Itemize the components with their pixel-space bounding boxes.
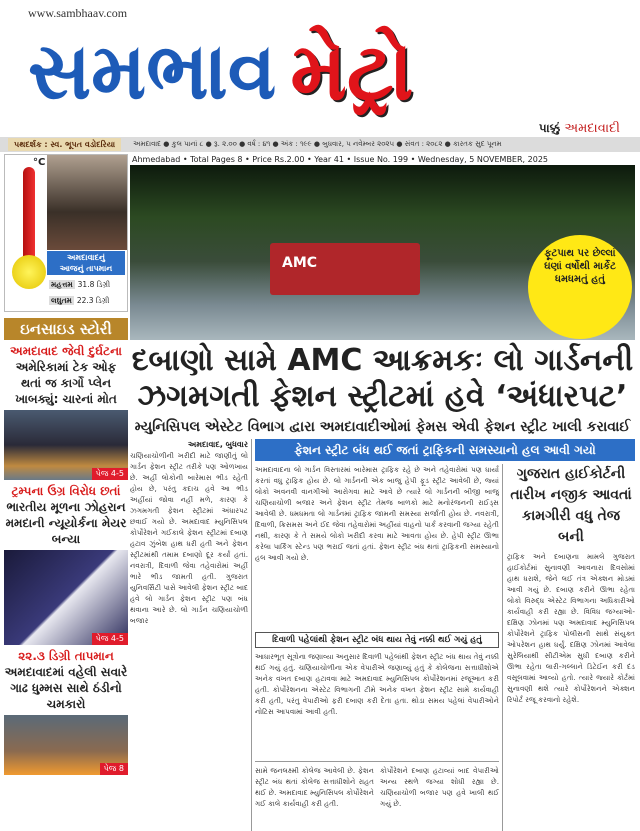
weather-label-1: અમદાવાદનું: [67, 253, 105, 262]
article-body: [130, 439, 635, 831]
article-inner: [255, 464, 635, 831]
max-value: 31.8 ડિગ્રી: [77, 280, 111, 289]
founder-label: પથદર્શક : સ્વ. ભૂપત વડોદરિયા: [8, 138, 121, 151]
story-title: અમદાવાદમાં વહેલી સવારે ગાઢ ધુમ્મસ સાથે ઠંડીનો ચમકારો: [4, 665, 128, 711]
article-rest: [255, 439, 635, 831]
page-ref: પેજ 4-5: [92, 468, 128, 480]
website-url: www.sambhaav.com: [28, 6, 128, 20]
thermometer-bulb: [12, 255, 46, 289]
info-bar: [0, 137, 640, 152]
story-1[interactable]: [4, 343, 128, 480]
section-subheading: દિવાળી પહેલાંથી ફેશન સ્ટ્રીટ બંધ થાય તેવું નક્કી થઈ ગયું હતું: [255, 632, 499, 648]
story-2[interactable]: [4, 483, 128, 645]
left-column: [4, 154, 128, 831]
story-kicker: ટ્રમ્પના ઉગ્ર વિરોધ છતાં: [11, 484, 121, 498]
article-text: સામે જનલક્ષ્મી કોલેજ આવેલી છે. ફેશન સ્ટ્રીટ બંધ થતાં કોલેજ સત્તાધીશોને રાહત થઈ છે. અમદાવાદ મ્યુનિસિપલ કોર્પોરેશને ગઈ કાલે કાર્યવાહી કરી હતી.: [255, 766, 374, 808]
speech-bubble: ફૂટપાથ પર છેલ્લાં ઘણાં વર્ષોથી માર્કેટ ધમધમતું હતું: [528, 235, 632, 339]
min-temp: [49, 295, 127, 307]
article-text: અમદાવાદના લો ગાર્ડન વિસ્તારમાં બારેમાસ ટ્રાફિક રહે છે અને તહેવારોમાં પણ ધાર્યા કરતાં વધુ ટ્રાફિક હોય છે. લો ગાર્ડનની એક બાજુ હેપી ફૂડ સ્ટ્રીટ આવેલી છે, જ્યાં લોકો અવનવી વાનગીઓ આરોગવા માટે આવે છે ત્યારે લો ગાર્ડનની બીજી બાજુ ચણિયાચોળી બજાર અને ફેશન સ્ટ્રીટ તેમજ બાળકો માટે મનોરંજનની રાઈડ્સ આવેલી છે. ધમધમતા લો ગાર્ડનમાં ટ્રાફિક જામની સમસ્યા સર્જાતી હોય છે. નવરાત્રી, દિવાળી, ક્રિસમસ અને ઈદ જેવા તહેવારોમાં અહીંયાં વાહનો પાર્ક કરવાની જગ્યા રહેતી નથી, કારણ કે તે સમયે લોકો ખરીદી કરવા માટે આવતા હોય છે. હેપી સ્ટ્રીટ ઊભા કરેલા પાર્કિંગ સ્ટેન્ડ પણ ભરાઈ જતાં હતાં. ફેશન સ્ટ્રીટ બંધ થતાં ટ્રાફિકની સમસ્યાનો હલ આવી ગયો છે.: [255, 465, 499, 562]
article-bottom-row: [255, 761, 499, 831]
content: [0, 152, 640, 831]
main-headline: દબાણો સામે AMC આક્રમકઃ લો ગાર્ડનની ઝગમગતી ફેશન સ્ટ્રીટમાં હવે ‘અંધારપટ’: [131, 343, 634, 414]
weather-photo: [47, 155, 127, 250]
section-banner: ફેશન સ્ટ્રીટ બંધ થઈ જતાં ટ્રાફિકની સમસ્યાનો હલ આવી ગયો: [255, 439, 635, 461]
story-3[interactable]: [4, 648, 128, 775]
min-value: 22.3 ડિગ્રી: [76, 296, 110, 305]
article-text: કોર્પોરેશને દબાણ હટાવ્યાં બાદ વેપારીઓ અન્ય સ્થળે જગ્યા શોધી રહ્યા છે. ચણિયાચોળી બજાર પણ હવે ખાલી થઈ ગયું છે.: [380, 766, 499, 808]
weather-label: [47, 251, 125, 275]
min-label: લઘુતમ: [51, 296, 72, 305]
main-subhead: મ્યુનિસિપલ એસ્ટેટ વિભાગ દ્વારા અમદાવાદીઓમાં ફેમસ એવી ફેશન સ્ટ્રીટ ખાલી કરાવાઈ: [134, 419, 631, 435]
article-center: [255, 464, 503, 831]
page-body: [0, 137, 640, 831]
tagline-a: પાક્કું: [538, 121, 561, 135]
story-title: ભારતીય મૂળના ઝોહરાન મમદાની ન્યૂયોર્કના મેયર બન્યા: [5, 500, 127, 546]
english-dateline: Ahmedabad • Total Pages 8 • Price Rs.2.00 • Year 41 • Issue No. 199 • Wednesday, 5 NOVEMBER, 2025: [132, 155, 548, 164]
article-text: ચણિયાચોળીની ખરીદી માટે જાણીતું લો ગાર્ડન ફેશન સ્ટ્રીટ તરીકે પણ ઓળખાય છે. અહીં લોકોની બારેમાસ ભીડ રહેતી હોય છે, પરંતુ કદાચ હવે આ ભીડ અહીંયાં જોવા નહીં મળે, કારણ કે ઝગમગતી ફેશન સ્ટ્રીટમાં અંધારપટ છવાઈ ગયો છે. અમદાવાદ મ્યુનિસિપલ કોર્પોરેશને ગઈકાલે ફેશન સ્ટ્રીટમાં દબાણ હટાવ ઝુંબેશ હાથ ધરી હતી અને ફેશન સ્ટ્રીટમાંથી તમામ દબાણો દૂર કર્યાં હતાં. નવરાત્રી, દિવાળી જેવા તહેવારોમાં અહીં ભારે ભીડ જામતી હતી. ગુજરાત યુનિવર્સિટી પાસે આવેલી ફેશન સ્ટ્રીટ બાદ હવે લો ગાર્ડન ફેશન સ્ટ્રીટ પણ બંધ થવાના આરે છે. લો ગાર્ડન ચણિયાચોળી બજાર: [130, 451, 248, 625]
max-temp: [49, 279, 127, 291]
fog-cold-photo: [4, 715, 128, 775]
main-story: [130, 154, 635, 831]
article-right: [507, 464, 635, 831]
amc-truck: [270, 243, 420, 295]
page-ref: પેજ 8: [100, 763, 128, 775]
main-photo: [130, 165, 635, 340]
masthead-tagline: [539, 120, 620, 137]
article-text: ટ્રાફિક અને દબાણના મામલે ગુજરાત હાઈકોર્ટમાં સુનાવણી આવનારા દિવસોમાં હાથ ધરાશે, જેને લઈ તંત્ર એક્શન મોડમાં આવી ગયું છે. દબાણ કરીને ઊભા રહેતા લોકો વિરુદ્ધ એસ્ટેટ વિભાગના અધિકારીઓ કાર્યવાહી કરી રહ્યા છે. વિવિધ જગ્યાઓ-દક્ષિણ ઝોનમાં પણ અમદાવાદ મ્યુનિસિપલ કોર્પોરેશને ટ્રાફિક પોલીસની સાથે સંયુક્ત ઓપરેશન હાથ ધર્યું. દક્ષિણ ઝોનમાં આવેલા સુરેલિયાથી સીટીએમ સુધી દબાણ કરીને ઊભા રહેતા લારી-ગલ્લાને ડિટેઈન કરી દંડ વસૂલવામાં આવ્યો હતો. ત્યારે જ્યારે કોર્ટમાં સુનાવણી થશે ત્યારે કોર્પોરેશનને એક્શન રિપોર્ટ રજૂ કરવાનો રહેશે.: [507, 552, 635, 704]
masthead: [28, 22, 413, 122]
story-kicker: ૨૨.૩ ડિગ્રી તાપમાન: [18, 649, 114, 663]
tagline-b: અમદાવાદી: [564, 121, 620, 136]
masthead-metro: મેટ્રો: [290, 25, 414, 118]
max-label: મહત્તમ: [51, 280, 73, 289]
article-text: આધારભૂત સૂત્રોના જણાવ્યા અનુસાર દિવાળી પહેલાંથી ફેશન સ્ટ્રીટ બંધ થાય તેવું નક્કી થઈ ગયું હતું. ચણિયાચોળીના એક વેપારીએ જણાવ્યું હતું કે કોલેજના સત્તાધીશોએ અનેક વખત દબાણ હટાવવા માટે અમદાવાદ મ્યુનિસિપલ કોર્પોરેશનમાં રજૂઆત કરી હતી. કોર્પોરેશનના એસ્ટેટ વિભાગની ટીમે અનેક વખત ફેશન સ્ટ્રીટ સામે કાર્યવાહી કરી હતી, પરંતુ વેપારીઓ ફરી દબાણ કરી દેતા હતા. થોડા સમય પહેલાં વેપારીઓને નોટિસ આપવામાં આવી હતી.: [255, 652, 499, 716]
sidebar-headline: ગુજરાત હાઈકોર્ટની તારીખ નજીક આવતાં કામગીરી વધુ તેજ બની: [510, 466, 632, 545]
gujarati-dateline: અમદાવાદ ● કુલ પાનાં ૮ ● રૂ. ૨.૦૦ ● વર્ષ : ૪૧ ● અંક : ૧૯૯ ● બુધવાર, ૫ નવેમ્બર ૨૦૨૫ ● સંવત : ૨૦૮૨ ● કારતક સુદ પૂનમ: [133, 140, 502, 148]
weather-box: [4, 154, 128, 312]
plane-crash-photo: [4, 410, 128, 480]
masthead-title: સમભાવ: [28, 27, 277, 117]
mayor-photo: [4, 550, 128, 645]
article-dateline: અમદાવાદ, બુધવાર: [187, 440, 248, 449]
story-title: અમેરિકામાં ટેક ઓફ થતાં જ કાર્ગો પ્લેન ખાબક્યું: ચારનાં મોત: [15, 360, 117, 406]
weather-label-2: આજનું તાપમાન: [59, 264, 113, 273]
unit: °C: [33, 157, 46, 168]
page-ref: પેજ 4-5: [92, 633, 128, 645]
thermometer-icon: [23, 167, 35, 267]
truck-label: AMC: [282, 255, 318, 271]
inside-story-heading: ઇનસાઇડ સ્ટોરી: [4, 318, 128, 340]
story-kicker: અમદાવાદ જેવી દુર્ઘટના: [10, 344, 122, 358]
article-column-1: [130, 439, 252, 831]
